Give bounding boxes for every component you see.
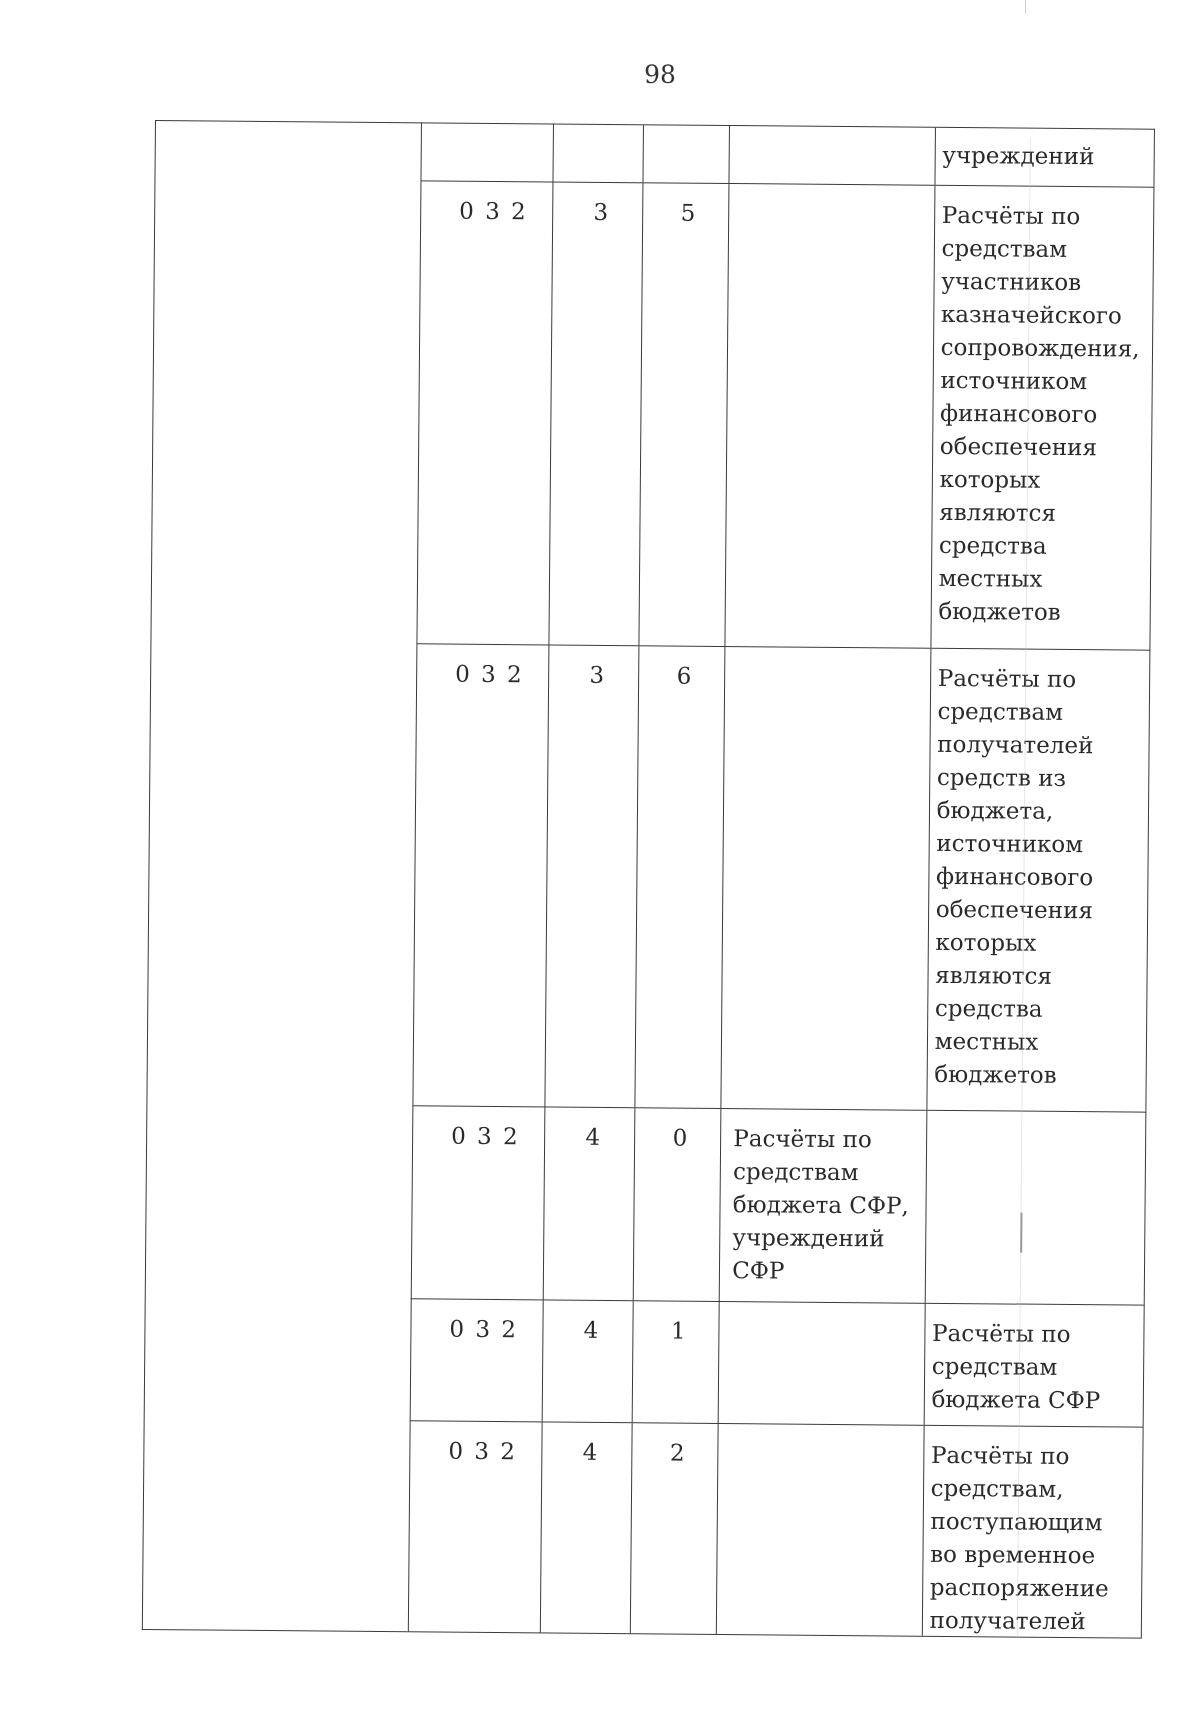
table-row [408,1420,1144,1638]
table-row [420,122,1154,186]
scan-fold-mark [1020,1213,1022,1253]
subgroup-cell: 5 [640,183,730,646]
group-name-cell [730,126,936,185]
table-row [416,180,1154,649]
group-cell: 3 [545,645,640,1107]
table-left-column [142,120,421,1632]
subgroup-cell [644,125,730,183]
page-number: 98 [644,60,676,89]
table-row [412,643,1150,1111]
code-cell: 0 3 2 [412,1106,545,1299]
subgroup-name-cell: Расчёты по средствам участников казначейского сопровождения, источником финансового обеспечения которых являются средства местных бюджетов [938,202,1140,626]
subgroup-cell: 1 [633,1301,720,1423]
table-row [410,1298,1145,1426]
group-name-cell: Расчёты по средствам бюджета СФР, учреждений СФР [720,1109,927,1303]
group-cell: 4 [543,1107,635,1300]
code-cell: 0 3 2 [417,181,553,644]
subgroup-name-cell: Расчёты по средствам получателей средств из бюджета, источником финансового обеспечения которых являются средства местных бюджетов [934,665,1094,1089]
subgroup-name-cell [925,1111,1145,1305]
group-cell: 3 [549,182,644,645]
group-name-cell [726,184,935,648]
group-cell [553,124,644,182]
group-name-cell [717,1424,924,1636]
group-name-cell [722,647,931,1110]
group-name-cell [719,1302,925,1425]
subgroup-cell: 0 [634,1108,721,1301]
code-cell: 0 3 2 [411,1299,544,1421]
table-row [411,1105,1147,1304]
group-cell: 4 [542,1300,634,1422]
group-cell: 4 [541,1422,634,1633]
subgroup-name-cell: Расчёты по средствам бюджета СФР [931,1320,1101,1415]
subgroup-name-cell: Расчёты по средствам, поступающим во временное распоряжение получателей [929,1442,1109,1636]
code-cell [421,123,553,181]
subgroup-cell: 6 [636,646,726,1108]
subgroup-cell: 2 [631,1423,719,1634]
code-cell: 0 3 2 [409,1421,543,1632]
code-cell: 0 3 2 [413,644,549,1106]
subgroup-name-cell: учреждений [942,142,1095,171]
